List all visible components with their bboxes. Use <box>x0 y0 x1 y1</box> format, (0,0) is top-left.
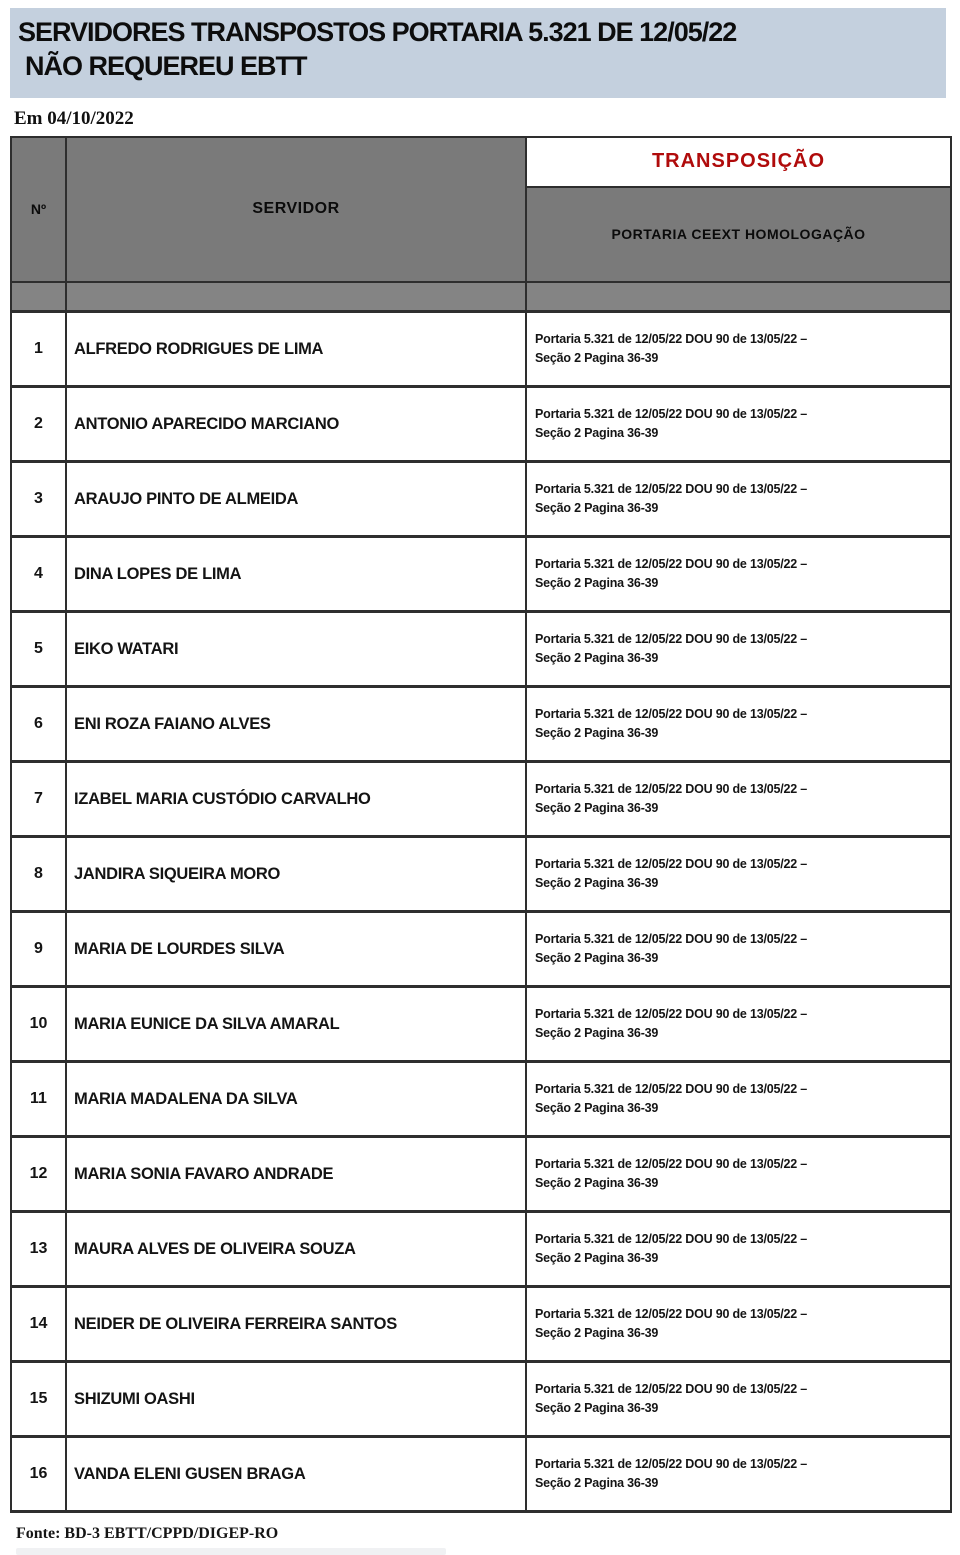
table-row <box>11 987 951 1062</box>
row-number: 11 <box>11 1062 66 1137</box>
table-row <box>11 1212 951 1287</box>
portaria-cell <box>526 912 951 987</box>
table-row <box>11 1062 951 1137</box>
portaria-line2: Seção 2 Pagina 36-39 <box>535 726 659 740</box>
table-row <box>11 837 951 912</box>
row-number: 10 <box>11 987 66 1062</box>
portaria-cell <box>526 612 951 687</box>
portaria-cell <box>526 687 951 762</box>
portaria-line1: Portaria 5.321 de 12/05/22 DOU 90 de 13/05/22 – <box>535 1381 808 1396</box>
portaria-cell <box>526 1437 951 1512</box>
table-row <box>11 1287 951 1362</box>
portaria-cell <box>526 1362 951 1437</box>
portaria-line2: Seção 2 Pagina 36-39 <box>535 351 659 365</box>
table-row <box>11 462 951 537</box>
table-row <box>11 537 951 612</box>
row-number: 12 <box>11 1137 66 1212</box>
servidor-name: ALFREDO RODRIGUES DE LIMA <box>66 312 526 387</box>
portaria-line1: Portaria 5.321 de 12/05/22 DOU 90 de 13/05/22 – <box>535 856 808 871</box>
servidor-name: EIKO WATARI <box>66 612 526 687</box>
servidor-name: VANDA ELENI GUSEN BRAGA <box>66 1437 526 1512</box>
servidor-name: ARAUJO PINTO DE ALMEIDA <box>66 462 526 537</box>
source-note: Fonte: BD-3 EBTT/CPPD/DIGEP-RO <box>16 1525 279 1542</box>
column-header-transposicao: TRANSPOSIÇÃO <box>526 137 951 187</box>
table-row <box>11 687 951 762</box>
table-row <box>11 1437 951 1512</box>
faded-text-artifact <box>16 1548 446 1555</box>
portaria-line1: Portaria 5.321 de 12/05/22 DOU 90 de 13/05/22 – <box>535 1006 808 1021</box>
servidor-name: IZABEL MARIA CUSTÓDIO CARVALHO <box>66 762 526 837</box>
portaria-line2: Seção 2 Pagina 36-39 <box>535 1401 659 1415</box>
portaria-cell <box>526 1137 951 1212</box>
portaria-line1: Portaria 5.321 de 12/05/22 DOU 90 de 13/05/22 – <box>535 1156 808 1171</box>
column-header-servidor: SERVIDOR <box>66 137 526 282</box>
row-number: 1 <box>11 312 66 387</box>
portaria-line2: Seção 2 Pagina 36-39 <box>535 1326 659 1340</box>
row-number: 5 <box>11 612 66 687</box>
portaria-cell <box>526 1062 951 1137</box>
portaria-cell <box>526 1287 951 1362</box>
portaria-line2: Seção 2 Pagina 36-39 <box>535 801 659 815</box>
table-body <box>11 312 951 1512</box>
portaria-line1: Portaria 5.321 de 12/05/22 DOU 90 de 13/05/22 – <box>535 1231 808 1246</box>
servidor-name: MARIA SONIA FAVARO ANDRADE <box>66 1137 526 1212</box>
servidor-name: ENI ROZA FAIANO ALVES <box>66 687 526 762</box>
table-row <box>11 612 951 687</box>
portaria-line1: Portaria 5.321 de 12/05/22 DOU 90 de 13/05/22 – <box>535 931 808 946</box>
portaria-line2: Seção 2 Pagina 36-39 <box>535 1101 659 1115</box>
portaria-line2: Seção 2 Pagina 36-39 <box>535 1026 659 1040</box>
servidor-name: MARIA DE LOURDES SILVA <box>66 912 526 987</box>
portaria-line2: Seção 2 Pagina 36-39 <box>535 651 659 665</box>
portaria-line1: Portaria 5.321 de 12/05/22 DOU 90 de 13/05/22 – <box>535 1456 808 1471</box>
portaria-line2: Seção 2 Pagina 36-39 <box>535 951 659 965</box>
row-number: 3 <box>11 462 66 537</box>
servidor-name: MARIA MADALENA DA SILVA <box>66 1062 526 1137</box>
servidor-name: JANDIRA SIQUEIRA MORO <box>66 837 526 912</box>
servidor-name: NEIDER DE OLIVEIRA FERREIRA SANTOS <box>66 1287 526 1362</box>
row-number: 8 <box>11 837 66 912</box>
separator-row <box>11 282 951 312</box>
table-header <box>11 137 951 312</box>
portaria-line2: Seção 2 Pagina 36-39 <box>535 501 659 515</box>
portaria-cell <box>526 537 951 612</box>
page-title-line2: NÃO REQUEREU EBTT <box>25 50 307 81</box>
servidores-table <box>10 136 952 1514</box>
table-row <box>11 912 951 987</box>
title-banner <box>10 8 946 98</box>
row-number: 16 <box>11 1437 66 1512</box>
portaria-cell <box>526 387 951 462</box>
servidor-name: MAURA ALVES DE OLIVEIRA SOUZA <box>66 1212 526 1287</box>
portaria-line2: Seção 2 Pagina 36-39 <box>535 1251 659 1265</box>
servidor-name: DINA LOPES DE LIMA <box>66 537 526 612</box>
servidor-name: MARIA EUNICE DA SILVA AMARAL <box>66 987 526 1062</box>
portaria-line1: Portaria 5.321 de 12/05/22 DOU 90 de 13/05/22 – <box>535 706 808 721</box>
table-row <box>11 312 951 387</box>
portaria-cell <box>526 1212 951 1287</box>
portaria-line2: Seção 2 Pagina 36-39 <box>535 576 659 590</box>
separator-cell <box>526 282 951 312</box>
row-number: 9 <box>11 912 66 987</box>
table-row <box>11 1137 951 1212</box>
portaria-cell <box>526 987 951 1062</box>
row-number: 2 <box>11 387 66 462</box>
portaria-line2: Seção 2 Pagina 36-39 <box>535 1476 659 1490</box>
table-row <box>11 1362 951 1437</box>
page-title-line1: SERVIDORES TRANSPOSTOS PORTARIA 5.321 DE 12/05/22 <box>18 17 737 47</box>
portaria-cell <box>526 462 951 537</box>
portaria-line1: Portaria 5.321 de 12/05/22 DOU 90 de 13/05/22 – <box>535 1306 808 1321</box>
row-number: 15 <box>11 1362 66 1437</box>
portaria-line2: Seção 2 Pagina 36-39 <box>535 426 659 440</box>
row-number: 6 <box>11 687 66 762</box>
portaria-line1: Portaria 5.321 de 12/05/22 DOU 90 de 13/05/22 – <box>535 556 808 571</box>
portaria-line1: Portaria 5.321 de 12/05/22 DOU 90 de 13/05/22 – <box>535 781 808 796</box>
row-number: 13 <box>11 1212 66 1287</box>
row-number: 7 <box>11 762 66 837</box>
servidor-name: ANTONIO APARECIDO MARCIANO <box>66 387 526 462</box>
portaria-line1: Portaria 5.321 de 12/05/22 DOU 90 de 13/05/22 – <box>535 1081 808 1096</box>
table-row <box>11 762 951 837</box>
as-of-date: Em 04/10/2022 <box>14 107 134 129</box>
portaria-line1: Portaria 5.321 de 12/05/22 DOU 90 de 13/05/22 – <box>535 406 808 421</box>
column-header-no: Nº <box>11 137 66 282</box>
column-header-portaria: PORTARIA CEEXT HOMOLOGAÇÃO <box>526 187 951 282</box>
portaria-line1: Portaria 5.321 de 12/05/22 DOU 90 de 13/05/22 – <box>535 481 808 496</box>
portaria-line1: Portaria 5.321 de 12/05/22 DOU 90 de 13/05/22 – <box>535 631 808 646</box>
portaria-cell <box>526 762 951 837</box>
portaria-line1: Portaria 5.321 de 12/05/22 DOU 90 de 13/05/22 – <box>535 331 808 346</box>
portaria-line2: Seção 2 Pagina 36-39 <box>535 876 659 890</box>
row-number: 4 <box>11 537 66 612</box>
table-row <box>11 387 951 462</box>
servidor-name: SHIZUMI OASHI <box>66 1362 526 1437</box>
portaria-line2: Seção 2 Pagina 36-39 <box>535 1176 659 1190</box>
portaria-cell <box>526 837 951 912</box>
row-number: 14 <box>11 1287 66 1362</box>
separator-cell <box>66 282 526 312</box>
separator-cell <box>11 282 66 312</box>
portaria-cell <box>526 312 951 387</box>
